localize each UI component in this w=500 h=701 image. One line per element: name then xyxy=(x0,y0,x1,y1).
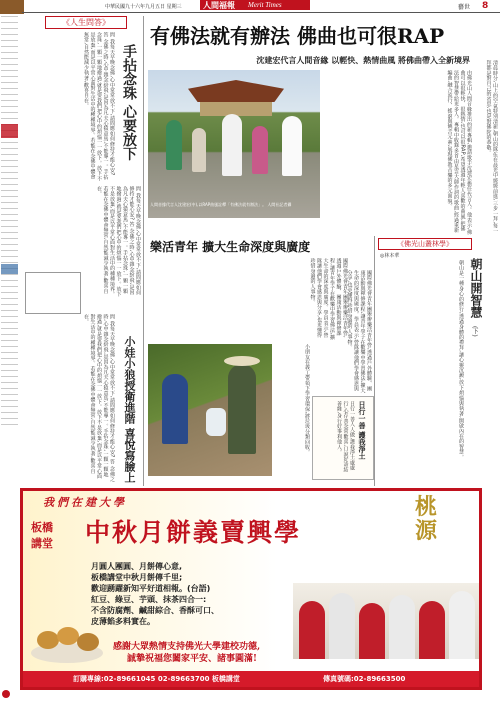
ad-org-line1: 板橋 xyxy=(31,521,53,534)
right-subtitle: (下) xyxy=(471,326,478,337)
main-subtitle: 沈建宏代言人間音緣 以輕快、熱情曲風 將佛曲帶入全新境界 xyxy=(256,56,470,65)
main-headline: 有佛法就有辦法 佛曲也可很RAP xyxy=(150,24,445,48)
ad-thanks-line1: 感謝大眾熱情支持佛光大學建校功德, xyxy=(113,642,261,652)
col-divider xyxy=(143,16,144,486)
ad-copy xyxy=(91,561,311,627)
left-index-mark xyxy=(1,264,18,274)
ad-copy-line: 板橋講堂中秋月餅傳千里; xyxy=(91,573,183,582)
right-tag: 《佛光山叢林學》 xyxy=(378,238,472,250)
qa-body-lower: 問 我每天早晚念佛,心中常常放不下,請問應如何修持才能心安? 答 念佛之時,心中雜念紛飛,是因為凡夫心猿意馬,不能專一。手拈念珠,一顆一顆地撥過,就是要我們把心中的煩惱一一放下。放下不是放棄,而是以平常心面對生活中的種種境界。若能在念佛中體會無常,自然能減少執著,歡喜自在。 xyxy=(96,186,141,297)
main-photo xyxy=(148,70,320,218)
person xyxy=(222,114,242,176)
masthead xyxy=(0,0,500,14)
qa-body: 問 我每天早晚念佛,心中常常放不下,請問應如何修持才能心安? 答 念佛之時,心中雜念紛飛,是因為凡夫心猿意馬,不能專一。手拈念珠,一顆一顆地撥過,就是要我們把心中的煩惱一一放下。放下不是放棄,而是以平常心面對生活中的種種境界。若能在念佛中體會無常,自然能減少執著,歡喜自在。 xyxy=(83,32,115,182)
person xyxy=(192,128,206,172)
left-index-strip xyxy=(0,14,19,434)
second-photo xyxy=(148,344,272,476)
poem-body: 日行一善人人做,護我淨土處處行,心存善念常歡喜,口說好話結善緣,身行好事利他人。 xyxy=(336,401,355,473)
qa-boxed-note xyxy=(25,272,81,314)
ad-copy-line: 月圓人團圓、月餅傳心意, xyxy=(91,562,183,571)
child-scout xyxy=(162,374,188,444)
left-index-text xyxy=(1,16,18,426)
temple-roof xyxy=(188,80,284,102)
page-number: 8 xyxy=(482,1,489,11)
section-name: 藝世 xyxy=(458,4,471,11)
photo-caption-2: 小朋友在義工帶領下學習環保,將垃圾分類回收。 xyxy=(304,344,310,455)
ad-org-line2: 講堂 xyxy=(31,537,53,550)
second-body-right: 國際佛光會青年團舉辦樂活青年營,透過戶外體驗、團康活動與禪修課程,讓青年學子在歡樂中學習佛法,擴大生命的深度與廣度。學員表示,營隊讓他們學會感恩與分享,也更懂得珍惜身邊的人事物。 xyxy=(346,270,372,394)
header-rule xyxy=(22,12,500,13)
qa-tag: 《人生問答》 xyxy=(45,16,127,29)
mooncake xyxy=(77,633,99,651)
right-author: ◎林本華 xyxy=(380,253,400,259)
ad-fax-contact: 傳真號碼:02-89663500 xyxy=(323,675,406,683)
ad-thanks-line2: 誠摯祝福您闔家平安、諸事圓滿! xyxy=(127,654,257,664)
ad-tagline: 我們在建大學 xyxy=(43,496,127,509)
left-article-body: 問 我每天早晚念佛,心中常常放不下,請問應如何修持才能心安? 答 念佛之時,心中雜念紛飛,是因為凡夫心猿意馬,不能專一。手拈念珠,一顆一顆地撥過,就是要我們把心中的煩惱一一放下。放下不是放棄,而是以平常心面對生活中的種種境界。若能在念佛中體會無常,自然能減少執著,歡喜自在。 xyxy=(83,314,115,482)
ad-copy-line: 歡迎踴躍新知平好道相報。(台語) xyxy=(91,584,211,593)
ad-copy-line: 不含防腐劑、鹹甜綜合、香酥可口、 xyxy=(91,606,219,615)
ad-brand-logo: 桃源 xyxy=(415,494,438,544)
poem-title: 日行一善 護我淨土 xyxy=(358,401,367,460)
ad-copy-line: 紅豆、綠豆、芋頭、抹茶四合一: xyxy=(91,595,207,604)
trash-bag xyxy=(206,408,226,436)
mooncake-ad xyxy=(20,488,482,690)
left-column xyxy=(21,14,143,486)
masthead-logo-text: 人間福報 xyxy=(203,0,235,10)
ad-title: 中秋月餅義賣興學 xyxy=(85,518,302,547)
left-index-mark xyxy=(1,124,18,138)
main-body: 由佛光山人間音緣推出的新專輯,邀請歌手沈建宏擔任代言人。他表示,佛曲可以很輕快、很熱情,也可以很RAP,希望透過年輕人喜歡的曲風,把佛法的智慧帶給更多人。專輯中收錄多首由星雲大師作詞的歌曲,經過重新編曲,融合流行、搖滾與饒舌元素,展現佛教音樂的多元面貌。 xyxy=(446,70,472,235)
masthead-logo-badge xyxy=(0,0,24,14)
person xyxy=(252,126,268,174)
right-title: 朝山開智慧 xyxy=(469,258,483,318)
issue-date: 中華民國九十六年九月五日 星期三 xyxy=(105,4,182,10)
col-divider xyxy=(374,236,375,486)
ad-copy-line: 皮薄餡多料實在。 xyxy=(91,617,155,626)
photo-caption: 人間音緣代言人沈建宏(中),以RAP曲風詮釋「有佛法就有辦法」。 人間社記者攝 xyxy=(150,202,292,207)
adult-volunteer xyxy=(228,364,256,454)
poem-box xyxy=(312,396,374,480)
ad-order-contact: 訂購專線:02-89661045 02-89663700 板橋講堂 xyxy=(73,675,240,683)
sun-hat xyxy=(224,356,260,366)
ad-thanks xyxy=(113,641,473,665)
mooncake-photo xyxy=(29,621,105,667)
right-body: 朝山是一種身心的修行,透過身體的禮拜,讓心靈沉澱,放下煩惱與執著,開啟內在的智慧。 xyxy=(458,260,464,460)
footer-mark xyxy=(2,690,10,698)
person xyxy=(282,116,302,176)
second-body: 國際佛光會青年團舉辦樂活青年營,透過戶外體驗、團康活動與禪修課程,讓青年學子在歡樂中學習佛法,擴大生命的深度與廣度。學員表示,營隊讓他們學會感恩與分享,也更懂得珍惜身邊的人事物。 xyxy=(309,258,348,340)
right-top-body: 清晨時分,山上的空氣特別清新,朝山的隊伍在晨光中緩緩前進,三步一拜,每一拜都是對自己的省思,也是對佛陀的恭敬。 xyxy=(485,60,498,234)
masthead-english: Merit Times xyxy=(248,1,282,9)
person xyxy=(166,120,182,170)
mooncake xyxy=(37,631,59,649)
left-article-title: 小娃小狼授衛進階 喜悅寫臉上 xyxy=(123,336,136,483)
second-headline: 樂活青年 擴大生命深度與廣度 xyxy=(150,240,311,254)
ad-footer-bar xyxy=(23,671,479,687)
qa-title: 手拈念珠 心要放下 xyxy=(121,44,137,161)
ad-org xyxy=(31,519,63,551)
mooncake xyxy=(57,627,79,645)
